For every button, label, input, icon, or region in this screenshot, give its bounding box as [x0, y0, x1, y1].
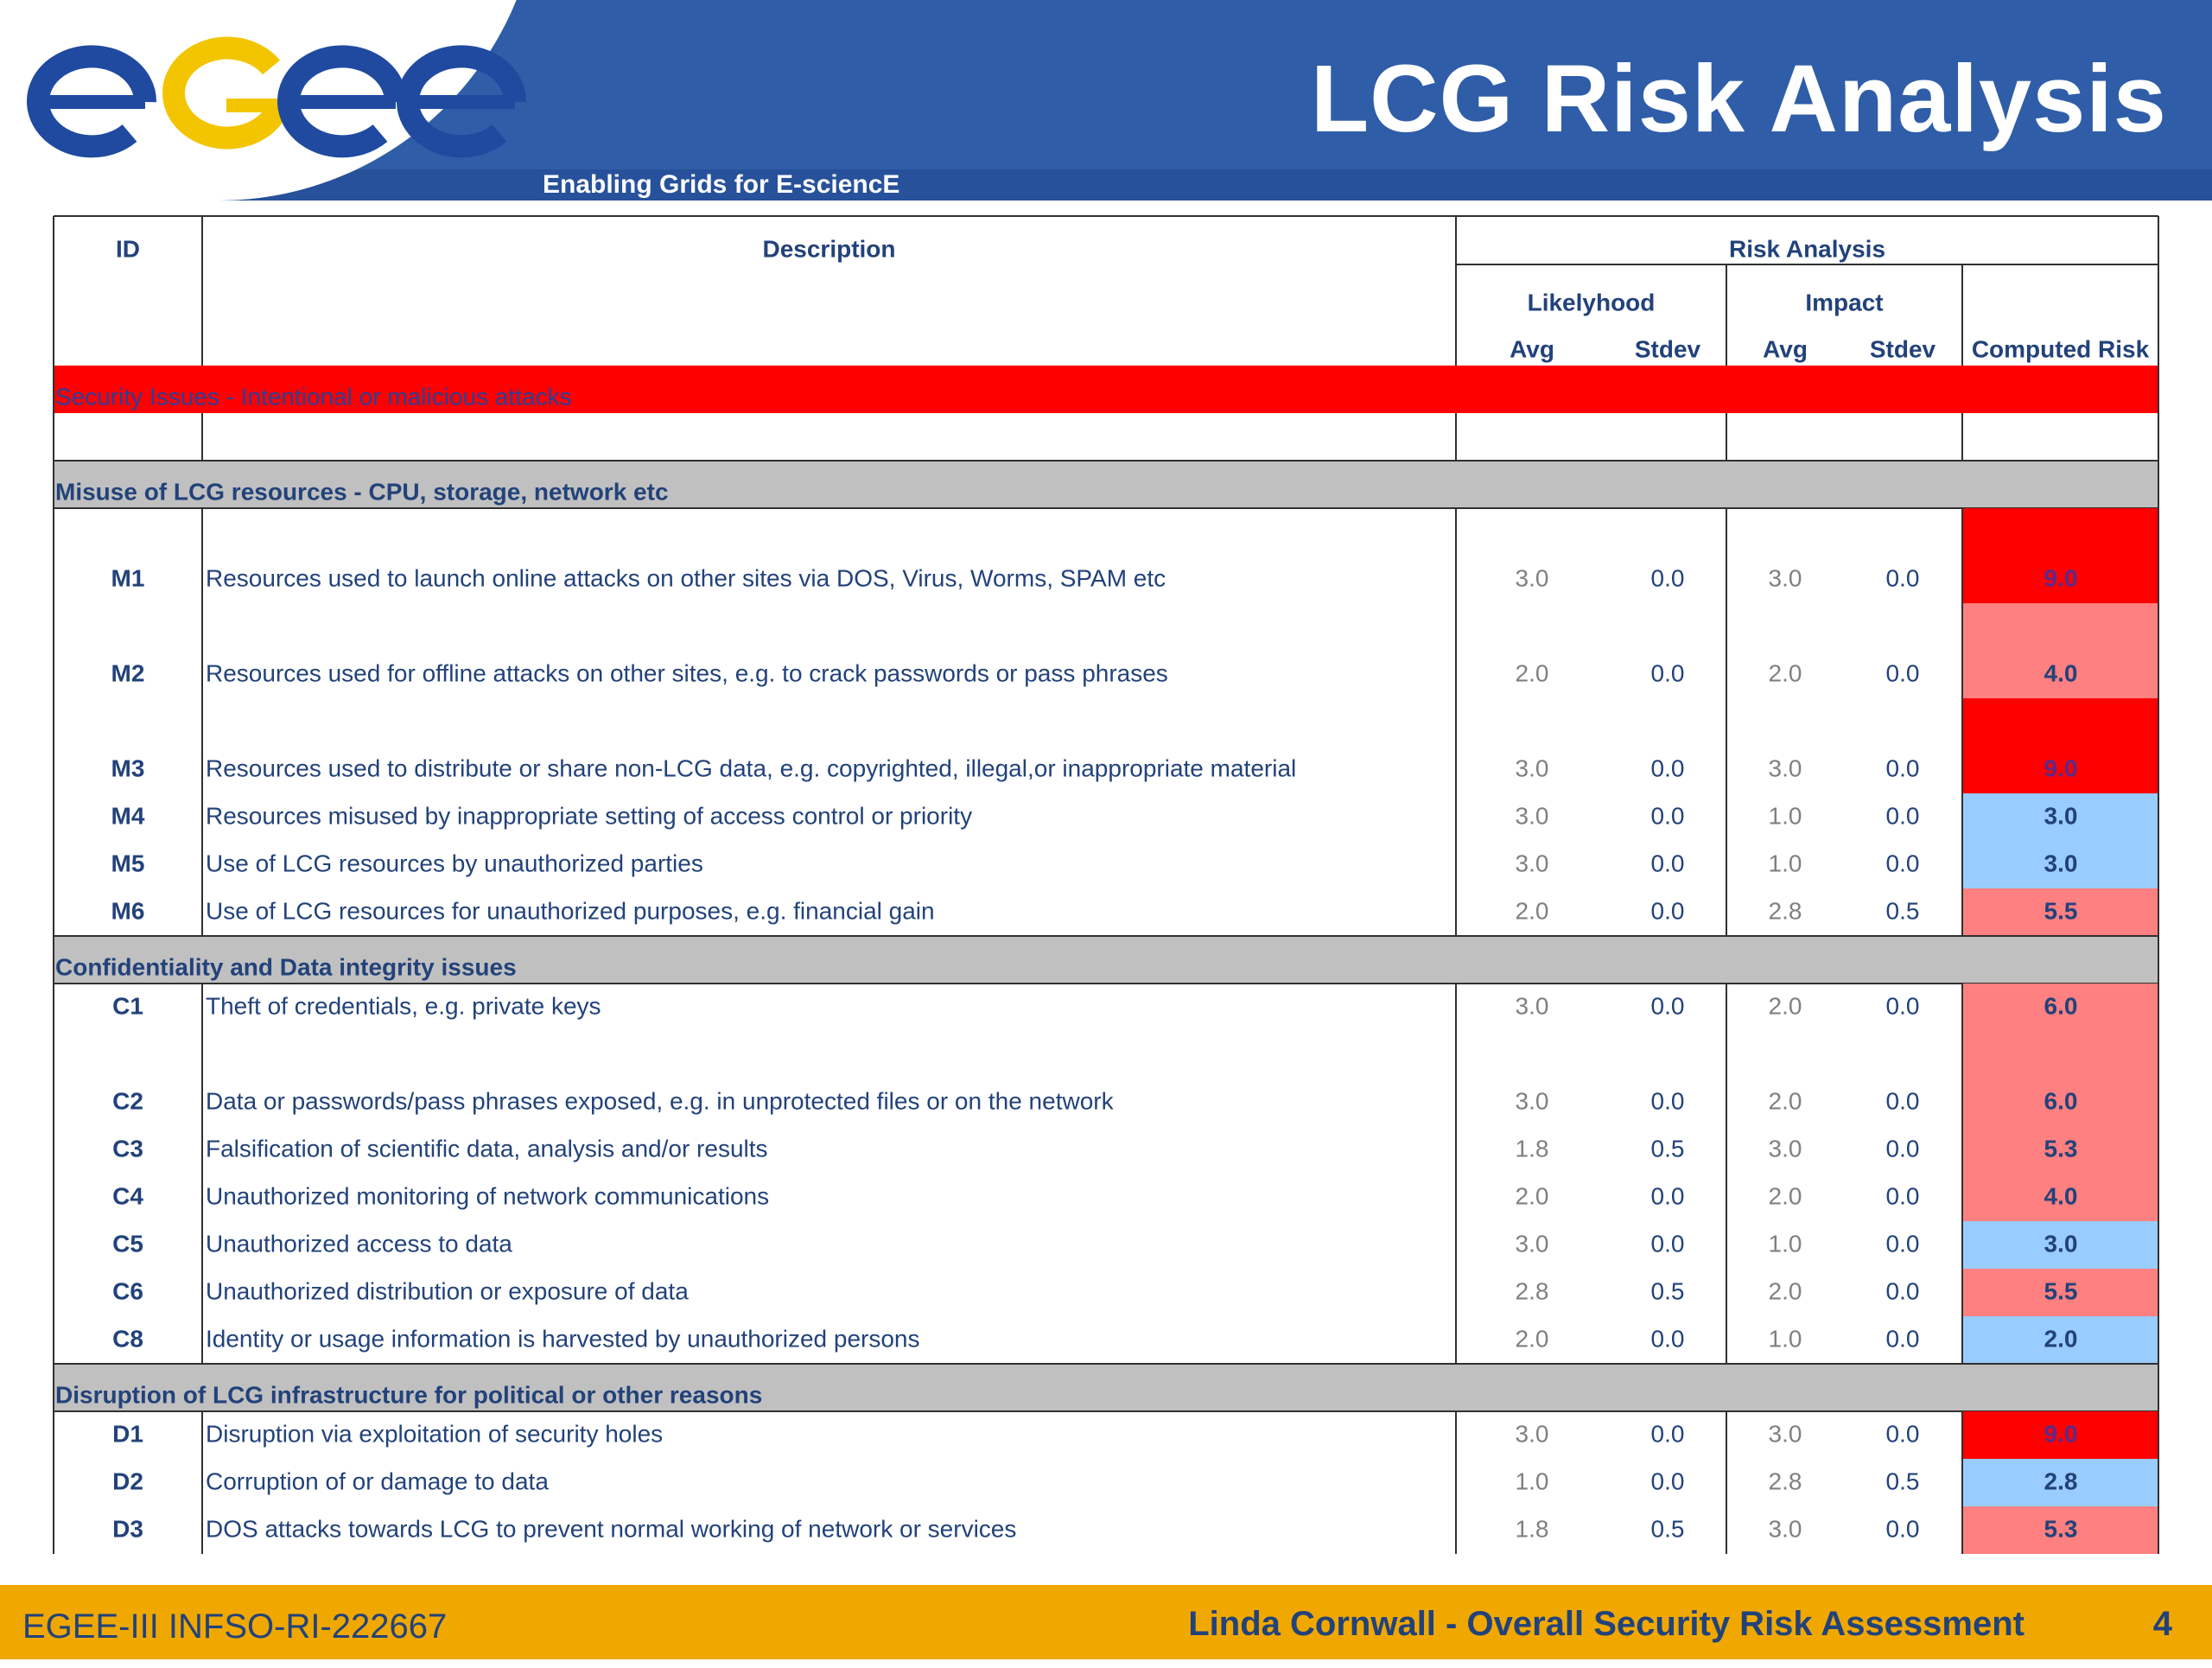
- row-description: Resources used to distribute or share non-LCG data, e.g. copyrighted, illegal,or inappropriate material: [206, 754, 1297, 782]
- header-computed-risk: Computed Risk: [1971, 335, 2150, 363]
- likelihood-avg-value: 2.8: [1515, 1277, 1549, 1305]
- header-risk-analysis: Risk Analysis: [1728, 235, 1886, 263]
- row-id: C3: [112, 1135, 143, 1162]
- impact-avg-value: 2.0: [1768, 659, 1802, 687]
- likelihood-avg-value: 3.0: [1515, 850, 1549, 877]
- header-likelihood-stdev: Stdev: [1634, 335, 1701, 363]
- header-impact-stdev: Stdev: [1869, 335, 1936, 363]
- likelihood-stdev-value: 0.0: [1650, 1182, 1685, 1210]
- impact-avg-value: 2.8: [1768, 897, 1802, 925]
- header-description: Description: [762, 235, 896, 263]
- impact-avg-value: 2.0: [1768, 1182, 1802, 1210]
- computed-risk-value: 2.0: [2044, 1325, 2078, 1353]
- row-description: Unauthorized access to data: [206, 1230, 512, 1257]
- likelihood-stdev-value: 0.0: [1650, 754, 1685, 782]
- likelihood-avg-value: 1.0: [1515, 1467, 1549, 1495]
- likelihood-avg-value: 1.8: [1515, 1515, 1549, 1543]
- impact-stdev-value: 0.0: [1885, 1182, 1920, 1210]
- row-description: Disruption via exploitation of security holes: [206, 1420, 664, 1448]
- computed-risk-value: 5.3: [2044, 1135, 2078, 1162]
- computed-risk-value: 4.0: [2044, 1182, 2078, 1210]
- likelihood-stdev-value: 0.0: [1650, 1467, 1685, 1495]
- row-id: D1: [112, 1420, 143, 1448]
- row-id: M3: [111, 754, 145, 782]
- row-id: M2: [111, 659, 145, 687]
- computed-risk-value: 2.8: [2044, 1467, 2078, 1495]
- impact-avg-value: 1.0: [1768, 802, 1802, 830]
- computed-risk-value: 3.0: [2044, 850, 2078, 877]
- impact-stdev-value: 0.0: [1885, 1087, 1920, 1115]
- row-description: DOS attacks towards LCG to prevent normal working of network or services: [206, 1515, 1017, 1543]
- impact-stdev-value: 0.0: [1885, 1277, 1920, 1305]
- row-description: Resources used for offline attacks on other sites, e.g. to crack passwords or pass phrases: [206, 659, 1168, 687]
- likelihood-stdev-value: 0.0: [1650, 1087, 1685, 1115]
- row-description: Unauthorized distribution or exposure of data: [206, 1277, 689, 1305]
- row-description: Corruption of or damage to data: [206, 1467, 549, 1495]
- row-description: Falsification of scientific data, analysis and/or results: [206, 1135, 768, 1162]
- likelihood-stdev-value: 0.0: [1650, 1325, 1685, 1353]
- computed-risk-value: 3.0: [2044, 1230, 2078, 1257]
- impact-avg-value: 3.0: [1768, 564, 1802, 592]
- computed-risk-value: 9.0: [2044, 1420, 2078, 1448]
- impact-stdev-value: 0.0: [1885, 659, 1920, 687]
- likelihood-stdev-value: 0.0: [1650, 802, 1685, 830]
- likelihood-stdev-value: 0.0: [1650, 659, 1685, 687]
- computed-risk-value: 9.0: [2044, 754, 2078, 782]
- impact-avg-value: 3.0: [1768, 1420, 1802, 1448]
- computed-risk-value: 4.0: [2044, 659, 2078, 687]
- impact-avg-value: 2.0: [1768, 992, 1802, 1020]
- likelihood-stdev-value: 0.5: [1650, 1277, 1685, 1305]
- section-title: Misuse of LCG resources - CPU, storage, network etc: [55, 478, 669, 506]
- computed-risk-value: 5.3: [2044, 1515, 2078, 1543]
- impact-stdev-value: 0.5: [1885, 897, 1920, 925]
- likelihood-stdev-value: 0.0: [1650, 1420, 1685, 1448]
- impact-stdev-value: 0.0: [1885, 850, 1920, 877]
- row-description: Resources misused by inappropriate setting of access control or priority: [206, 802, 973, 830]
- impact-avg-value: 1.0: [1768, 1230, 1802, 1257]
- row-id: C8: [112, 1325, 143, 1353]
- computed-risk-value: 3.0: [2044, 802, 2078, 830]
- likelihood-stdev-value: 0.0: [1650, 850, 1685, 877]
- impact-stdev-value: 0.0: [1885, 1420, 1920, 1448]
- row-id: C4: [112, 1182, 143, 1210]
- impact-stdev-value: 0.0: [1885, 1135, 1920, 1162]
- computed-risk-value: 6.0: [2044, 992, 2078, 1020]
- row-description: Unauthorized monitoring of network communications: [206, 1182, 770, 1210]
- row-id: C6: [112, 1277, 143, 1305]
- header-impact-avg: Avg: [1763, 335, 1808, 363]
- likelihood-stdev-value: 0.0: [1650, 897, 1685, 925]
- section-title: Confidentiality and Data integrity issues: [55, 953, 517, 981]
- likelihood-stdev-value: 0.5: [1650, 1135, 1685, 1162]
- row-id: D2: [112, 1467, 143, 1495]
- likelihood-avg-value: 3.0: [1515, 1420, 1549, 1448]
- row-description: Use of LCG resources by unauthorized parties: [206, 850, 703, 877]
- impact-avg-value: 2.0: [1768, 1277, 1802, 1305]
- impact-stdev-value: 0.0: [1885, 1325, 1920, 1353]
- row-description: Use of LCG resources for unauthorized purposes, e.g. financial gain: [206, 897, 935, 925]
- likelihood-avg-value: 1.8: [1515, 1135, 1549, 1162]
- impact-stdev-value: 0.0: [1885, 1230, 1920, 1257]
- likelihood-avg-value: 3.0: [1515, 754, 1549, 782]
- footer-presentation-title: Linda Cornwall - Overall Security Risk Assessment: [1188, 1605, 2024, 1643]
- row-description: Theft of credentials, e.g. private keys: [206, 992, 601, 1020]
- impact-avg-value: 3.0: [1768, 1515, 1802, 1543]
- likelihood-avg-value: 2.0: [1515, 659, 1549, 687]
- computed-risk-value: 5.5: [2044, 1277, 2078, 1305]
- impact-avg-value: 3.0: [1768, 1135, 1802, 1162]
- row-id: C2: [112, 1087, 143, 1115]
- section-title: Disruption of LCG infrastructure for political or other reasons: [55, 1381, 763, 1409]
- row-id: D3: [112, 1515, 143, 1543]
- slide-title: LCG Risk Analysis: [1310, 46, 2167, 152]
- impact-stdev-value: 0.0: [1885, 564, 1920, 592]
- likelihood-avg-value: 3.0: [1515, 1087, 1549, 1115]
- impact-avg-value: 2.0: [1768, 1087, 1802, 1115]
- impact-stdev-value: 0.0: [1885, 992, 1920, 1020]
- header-impact: Impact: [1805, 289, 1884, 316]
- header-id: ID: [116, 235, 140, 263]
- impact-avg-value: 2.8: [1768, 1467, 1802, 1495]
- header-likelihood: Likelyhood: [1527, 289, 1656, 316]
- computed-risk-value: 5.5: [2044, 897, 2078, 925]
- footer-project-id: EGEE-III INFSO-RI-222667: [22, 1608, 448, 1646]
- row-id: C5: [112, 1230, 143, 1257]
- impact-stdev-value: 0.0: [1885, 1515, 1920, 1543]
- likelihood-avg-value: 2.0: [1515, 1182, 1549, 1210]
- likelihood-avg-value: 3.0: [1515, 992, 1549, 1020]
- likelihood-stdev-value: 0.5: [1650, 1515, 1685, 1543]
- header-likelihood-avg: Avg: [1510, 335, 1554, 363]
- likelihood-stdev-value: 0.0: [1650, 564, 1685, 592]
- row-id: M4: [111, 802, 145, 830]
- impact-stdev-value: 0.5: [1885, 1467, 1920, 1495]
- likelihood-stdev-value: 0.0: [1650, 992, 1685, 1020]
- likelihood-avg-value: 3.0: [1515, 564, 1549, 592]
- likelihood-avg-value: 2.0: [1515, 1325, 1549, 1353]
- impact-avg-value: 1.0: [1768, 850, 1802, 877]
- row-id: M1: [111, 564, 145, 592]
- likelihood-avg-value: 3.0: [1515, 1230, 1549, 1257]
- likelihood-avg-value: 3.0: [1515, 802, 1549, 830]
- row-description: Resources used to launch online attacks on other sites via DOS, Virus, Worms, SPAM etc: [206, 564, 1166, 592]
- impact-avg-value: 3.0: [1768, 754, 1802, 782]
- impact-stdev-value: 0.0: [1885, 754, 1920, 782]
- tagline: Enabling Grids for E-sciencE: [543, 170, 900, 199]
- impact-stdev-value: 0.0: [1885, 802, 1920, 830]
- row-id: C1: [112, 992, 143, 1020]
- impact-avg-value: 1.0: [1768, 1325, 1802, 1353]
- computed-risk-value: 6.0: [2044, 1087, 2078, 1115]
- footer-bar: [0, 1585, 2212, 1659]
- row-id: M6: [111, 897, 145, 925]
- likelihood-stdev-value: 0.0: [1650, 1230, 1685, 1257]
- row-id: M5: [111, 850, 145, 877]
- page-number: 4: [2152, 1605, 2172, 1643]
- row-description: Data or passwords/pass phrases exposed, e.g. in unprotected files or on the network: [206, 1087, 1114, 1115]
- likelihood-avg-value: 2.0: [1515, 897, 1549, 925]
- computed-risk-value: 9.0: [2044, 564, 2078, 592]
- row-description: Identity or usage information is harvested by unauthorized persons: [206, 1325, 920, 1353]
- security-banner-label: Security Issues - Intentional or malicious attacks: [55, 383, 572, 411]
